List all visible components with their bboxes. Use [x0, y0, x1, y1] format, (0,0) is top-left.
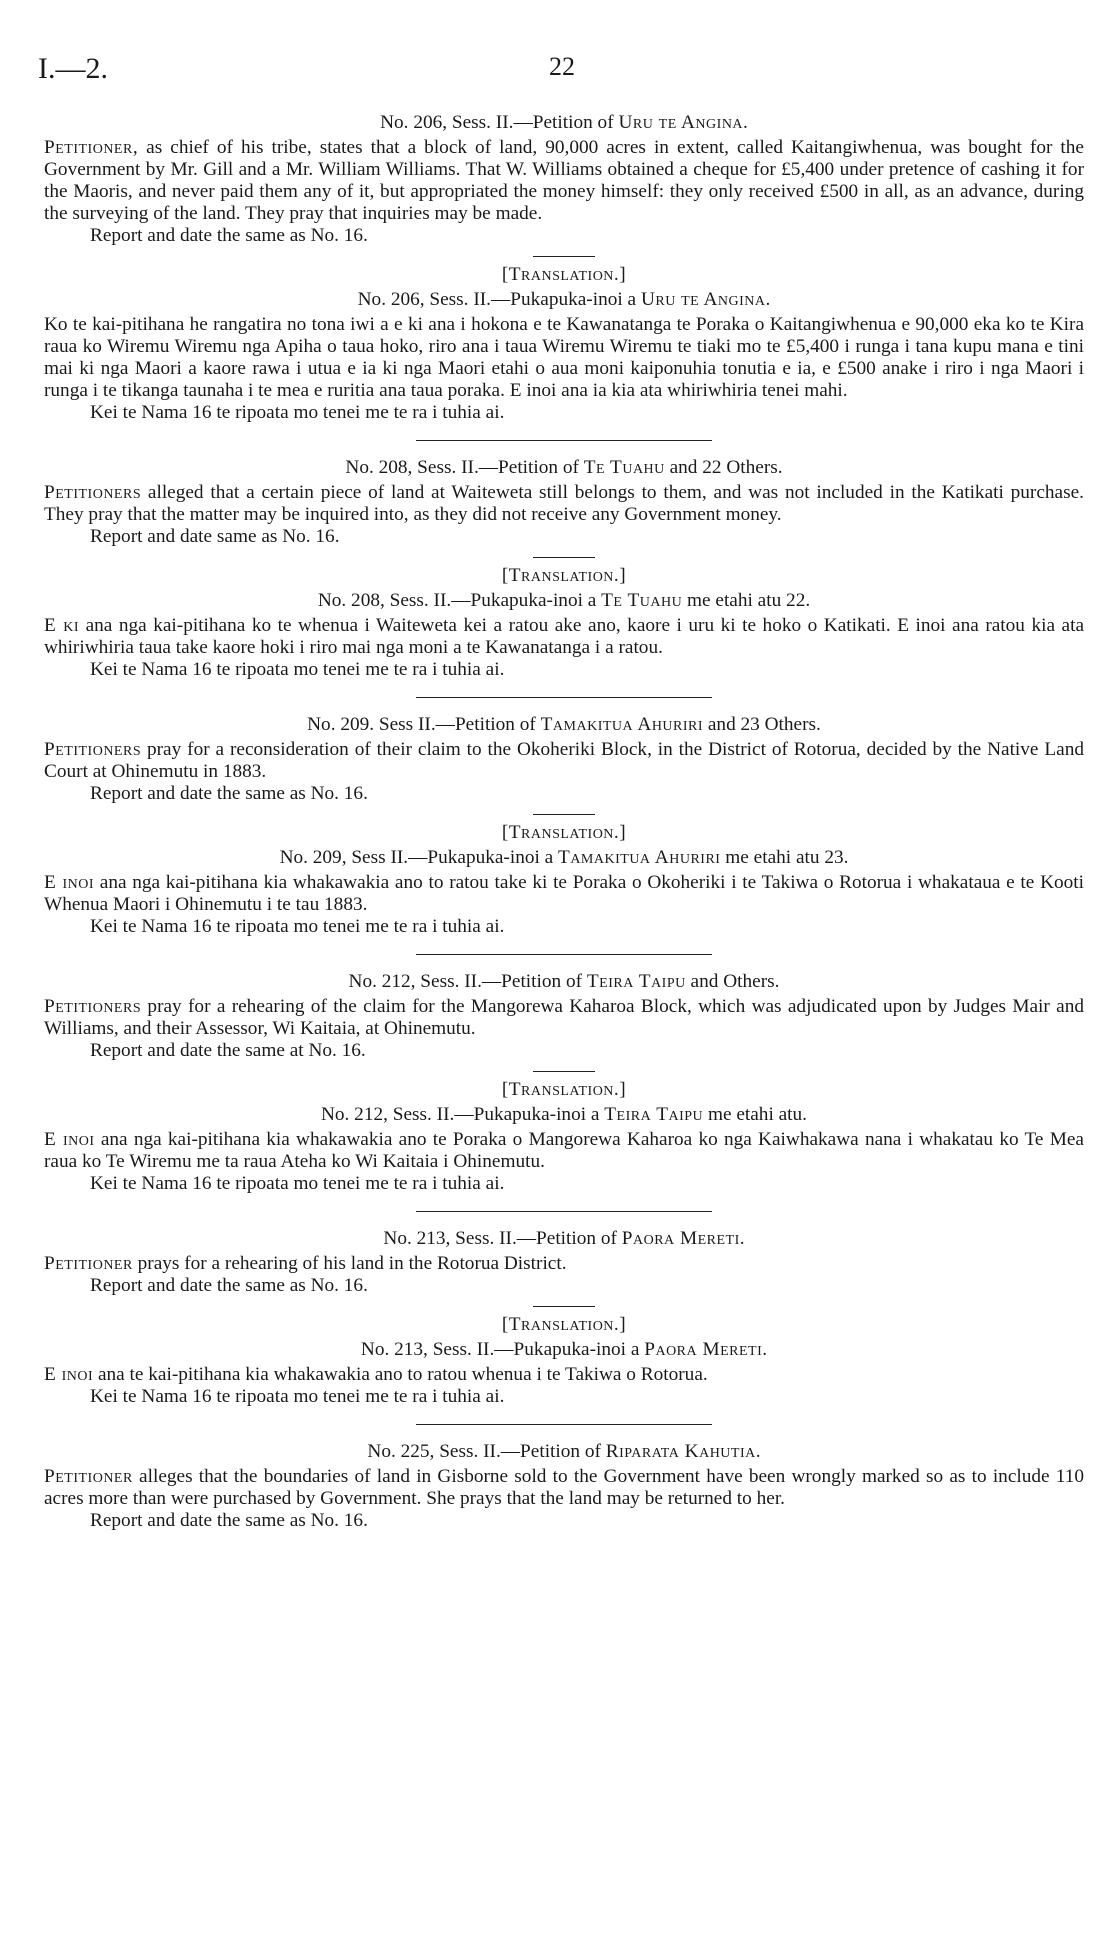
- petition-body: Petitioner alleges that the boundaries of land in Gisborne sold to the Government have been wrongly marked so as to include 110 acres more than were purchased by Government. She prays that the land may be returned to her.: [44, 1466, 1084, 1509]
- petitioner-name: Uru te Angina: [618, 112, 744, 133]
- petitioner-name: Paora Mereti: [644, 1339, 763, 1360]
- petition-title: No. 212, Sess. II.—Petition of Teira Taipu and Others.: [348, 971, 780, 992]
- petition-entry: [44, 112, 1084, 441]
- petitioner-name: Riparata Kahutia: [605, 1441, 756, 1462]
- petitioner-name: Paora Mereti: [621, 1228, 740, 1249]
- translation-title: No. 206, Sess. II.—Pukapuka-inoi a Uru te Angina.: [357, 289, 771, 310]
- petitioner-name: Teira Taipu: [604, 1104, 704, 1125]
- petition-entry: [44, 1228, 1084, 1425]
- translation-label: [Translation.]: [501, 264, 627, 285]
- report-line: Report and date the same at No. 16.: [90, 1040, 366, 1061]
- petition-lead: Petitioner,: [44, 137, 139, 158]
- report-line: Report and date the same as No. 16.: [90, 1275, 368, 1296]
- translation-body: E inoi ana nga kai-pitihana kia whakawakia ano to ratou take ki te Poraka o Okoheriki i te Takiwa o Rotorua i whakataua e te Kooti Whenua Maori i Ohinemutu i te tau 1883.: [44, 872, 1084, 915]
- petition-title: No. 225, Sess. II.—Petition of Riparata Kahutia.: [367, 1441, 761, 1462]
- petition-body: Petitioners alleged that a certain piece of land at Waiteweta still belongs to them, and was not included in the Katikati purchase. They pray that the matter may be inquired into, as they did not receive any Government money.: [44, 482, 1084, 525]
- petition-title: No. 213, Sess. II.—Petition of Paora Mereti.: [383, 1228, 745, 1249]
- petition-title: No. 209. Sess II.—Petition of Tamakitua Ahuriri and 23 Others.: [307, 714, 821, 735]
- petition-body: Petitioners pray for a rehearing of the claim for the Mangorewa Kaharoa Block, which was adjudicated upon by Judges Mair and Williams, and their Assessor, Wi Kaitaia, at Ohinemutu.: [44, 996, 1084, 1039]
- petitioner-name: Te Tuahu: [583, 457, 665, 478]
- petition-lead: Petitioners: [44, 996, 142, 1017]
- short-divider: [533, 1306, 595, 1307]
- entry-divider: [416, 954, 712, 955]
- translation-title: No. 213, Sess. II.—Pukapuka-inoi a Paora Mereti.: [360, 1339, 768, 1360]
- petition-entry: [44, 971, 1084, 1212]
- petition-lead: Petitioners: [44, 482, 142, 503]
- translation-title: No. 209, Sess II.—Pukapuka-inoi a Tamakitua Ahuriri me etahi atu 23.: [279, 847, 849, 868]
- petitioner-name: Uru te Angina: [640, 289, 766, 310]
- petition-entry: [44, 457, 1084, 698]
- translation-title: No. 212, Sess. II.—Pukapuka-inoi a Teira Taipu me etahi atu.: [320, 1104, 808, 1125]
- translation-body: E inoi ana te kai-pitihana kia whakawakia ano to ratou whenua i te Takiwa o Rotorua.: [44, 1364, 708, 1385]
- petition-lead: Petitioners: [44, 739, 142, 760]
- translation-report-line: Kei te Nama 16 te ripoata mo tenei me te ra i tuhia ai.: [90, 659, 505, 680]
- translation-label: [Translation.]: [501, 1079, 627, 1100]
- petition-title: No. 208, Sess. II.—Petition of Te Tuahu and 22 Others.: [345, 457, 783, 478]
- translation-body: E inoi ana nga kai-pitihana kia whakawakia ano te Poraka o Mangorewa Kaharoa ko nga Kaiwhakawa nana i whakatau ko Te Mea raua ko Te Wiremu me ta raua Ateha ko Wi Kaitaia i Ohinemutu.: [44, 1129, 1084, 1172]
- petitioner-name: Te Tuahu: [601, 590, 683, 611]
- document-reference: I.—2.: [38, 52, 108, 85]
- page-number: 22: [549, 52, 575, 81]
- entry-divider: [416, 697, 712, 698]
- entry-divider: [416, 1211, 712, 1212]
- report-line: Report and date the same as No. 16.: [90, 1510, 368, 1531]
- petition-body: Petitioner prays for a rehearing of his land in the Rotorua District.: [44, 1253, 567, 1274]
- petition-lead: Petitioner: [44, 1466, 133, 1487]
- petitioner-name: Tamakitua Ahuriri: [540, 714, 704, 735]
- petition-body: Petitioners pray for a reconsideration of their claim to the Okoheriki Block, in the District of Rotorua, decided by the Native Land Court at Ohinemutu in 1883.: [44, 739, 1084, 782]
- translation-report-line: Kei te Nama 16 te ripoata mo tenei me te ra i tuhia ai.: [90, 1386, 505, 1407]
- translation-report-line: Kei te Nama 16 te ripoata mo tenei me te ra i tuhia ai.: [90, 916, 505, 937]
- translation-label: [Translation.]: [501, 565, 627, 586]
- petition-lead: Petitioner: [44, 1253, 133, 1274]
- petitioner-name: Tamakitua Ahuriri: [558, 847, 721, 868]
- report-line: Report and date same as No. 16.: [90, 526, 340, 547]
- translation-report-line: Kei te Nama 16 te ripoata mo tenei me te ra i tuhia ai.: [90, 402, 505, 423]
- translation-label: [Translation.]: [501, 1314, 627, 1335]
- short-divider: [533, 557, 595, 558]
- petition-body: Petitioner, as chief of his tribe, states that a block of land, 90,000 acres in extent, called Kaitangiwhenua, was bought for the Government by Mr. Gill and a Mr. William Williams. That W. Williams obtained a cheque for £5,400 under pretence of cashing it for the Maoris, and never paid them any of it, but appropriated the money himself: they only received £500 in all, as an advance, during the surveying of the land. They pray that inquiries may be made.: [44, 137, 1084, 224]
- translation-label: [Translation.]: [501, 822, 627, 843]
- petition-entry: [44, 1441, 1084, 1532]
- page-header: [0, 52, 1114, 92]
- short-divider: [533, 256, 595, 257]
- entry-divider: [416, 440, 712, 441]
- petition-title: No. 206, Sess. II.—Petition of Uru te Angina.: [380, 112, 748, 133]
- translation-body: E ki ana nga kai-pitihana ko te whenua i Waiteweta kei a ratou ake ano, kaore i uru ki te hoko o Katikati. E inoi ana ratou kia ata whiriwhiria taua take kaore hoki i riro mai nga moni a te Kawanatanga i a ratou.: [44, 615, 1085, 658]
- report-line: Report and date the same as No. 16.: [90, 783, 368, 804]
- translation-report-line: Kei te Nama 16 te ripoata mo tenei me te ra i tuhia ai.: [90, 1173, 505, 1194]
- petitioner-name: Teira Taipu: [586, 971, 686, 992]
- petition-entry: [44, 714, 1084, 955]
- short-divider: [533, 814, 595, 815]
- short-divider: [533, 1071, 595, 1072]
- translation-body: Ko te kai-pitihana he rangatira no tona iwi a e ki ana i hokona e te Kawanatanga te Poraka o Kaitangiwhenua e 90,000 eka ko te Kira raua ko Wiremu Wiremu nga Apiha o taua hoko, riro ana i taua Wiremu Wiremu te tiaki mo te £5,400 i runga i tana kupu mana e tini mai ki nga Maori a kaore rawa i utua e ia ki nga Maori etahi o aua moni kaiponuhia tonutia e ia, e £500 anake i riro i nga Maori i runga i te tikanga taunaha i te mea e ruritia ana taua poraka. E inoi ana ia kia ata whiriwhiria tenei mahi.: [44, 314, 1084, 401]
- translation-title: No. 208, Sess. II.—Pukapuka-inoi a Te Tuahu me etahi atu 22.: [317, 590, 811, 611]
- report-line: Report and date the same as No. 16.: [90, 225, 368, 246]
- entry-divider: [416, 1424, 712, 1425]
- document-body: [44, 112, 1084, 1532]
